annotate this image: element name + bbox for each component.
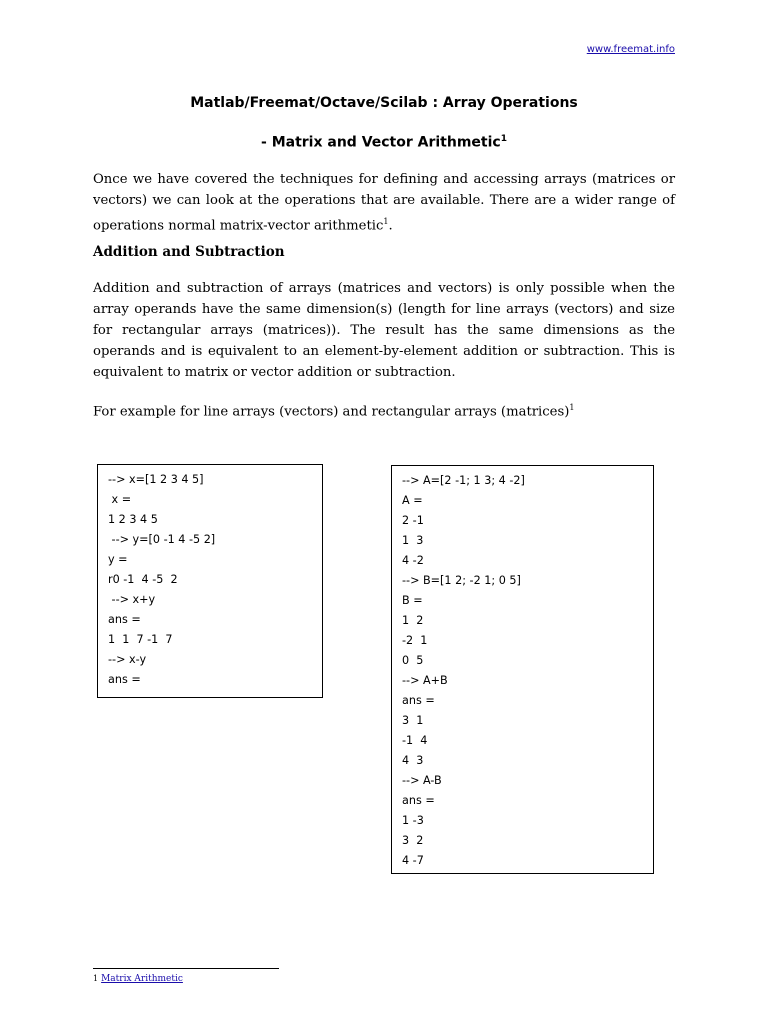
code-line: 2 -1 [402, 514, 424, 527]
code-line: --> B=[1 2; -2 1; 0 5] [402, 574, 521, 587]
code-line: 1 1 7 -1 7 [108, 633, 173, 646]
code-line: 1 2 3 4 5 [108, 513, 158, 526]
footnote-number: 1 [93, 974, 99, 983]
example-text: For example for line arrays (vectors) and rectangular arrays (matrices) [93, 404, 570, 420]
code-line: 4 -7 [402, 854, 424, 867]
code-line: --> x+y [108, 593, 156, 606]
intro-paragraph [93, 169, 675, 236]
code-line: 0 5 [402, 654, 424, 667]
matrix-example-box [391, 465, 654, 874]
intro-footnote-ref: 1 [383, 217, 389, 226]
code-line: 1 -3 [402, 814, 424, 827]
code-line: -2 1 [402, 634, 428, 647]
code-line: r0 -1 4 -5 2 [108, 573, 178, 586]
freemat-site-link[interactable]: www.freemat.info [586, 44, 675, 55]
code-line: 1 3 [402, 534, 424, 547]
code-line: 1 2 [402, 614, 424, 627]
code-line: B = [402, 594, 423, 607]
code-line: ans = [402, 694, 435, 707]
code-line: --> A=[2 -1; 1 3; 4 -2] [402, 474, 525, 487]
code-line: 3 1 [402, 714, 424, 727]
footnote [93, 974, 183, 984]
code-line: A = [402, 494, 423, 507]
vector-example-box [97, 464, 323, 698]
subtitle-footnote-ref: 1 [500, 134, 507, 144]
footnote-link[interactable]: Matrix Arithmetic [101, 974, 183, 984]
code-line: 4 -2 [402, 554, 424, 567]
code-line: ans = [108, 613, 141, 626]
code-line: --> x=[1 2 3 4 5] [108, 473, 204, 486]
subtitle-text: - Matrix and Vector Arithmetic [261, 134, 501, 151]
intro-end: . [388, 218, 393, 234]
addition-paragraph: Addition and subtraction of arrays (matrices and vectors) is only possible when the array operands have the same dimension(s) (length for line arrays (vectors) and size for rectangular arrays (matrices)). The result has the same dimensions as the operands and is equivalent to an element-by-element addition or subtraction. This is equivalent to matrix or vector addition or subtraction. [93, 281, 675, 380]
example-paragraph [93, 397, 675, 422]
code-line: --> y=[0 -1 4 -5 2] [108, 533, 216, 546]
code-line: --> A-B [402, 774, 442, 787]
intro-text: Once we have covered the techniques for defining and accessing arrays (matrices or vectors) we can look at the operations that are available. There are a wider range of operations normal matrix-vector arithmetic [93, 172, 675, 234]
footnote-divider [93, 968, 279, 969]
code-line: 4 3 [402, 754, 424, 767]
example-footnote-ref: 1 [569, 403, 575, 412]
code-line: --> A+B [402, 674, 448, 687]
document-subtitle [0, 134, 768, 151]
code-line: ans = [402, 794, 435, 807]
code-line: ans = [108, 673, 141, 686]
code-line: y = [108, 553, 128, 566]
code-line: 3 2 [402, 834, 424, 847]
code-line: --> x-y [108, 653, 147, 666]
code-line: -1 4 [402, 734, 428, 747]
code-line: x = [108, 493, 132, 506]
section-heading: Addition and Subtraction [93, 244, 285, 260]
document-title: Matlab/Freemat/Octave/Scilab : Array Operations [190, 95, 578, 111]
